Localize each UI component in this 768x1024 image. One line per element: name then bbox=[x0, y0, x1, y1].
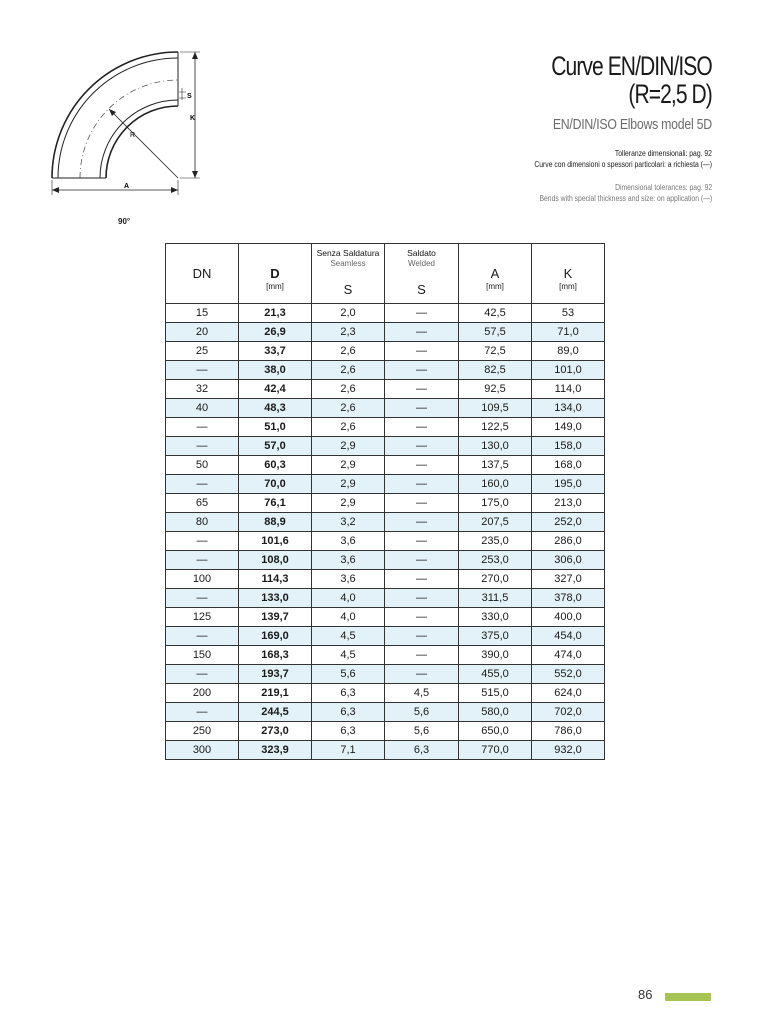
cell-a: 130,0 bbox=[459, 437, 532, 456]
cell-dn: 40 bbox=[166, 399, 239, 418]
cell-welded-s: — bbox=[385, 589, 459, 608]
table-row bbox=[166, 722, 605, 741]
table-row bbox=[166, 627, 605, 646]
cell-welded-s: — bbox=[385, 551, 459, 570]
cell-a: 42,5 bbox=[459, 304, 532, 323]
cell-seamless-s: 2,6 bbox=[312, 342, 385, 361]
cell-welded-s: 6,3 bbox=[385, 741, 459, 760]
page-number: 86 bbox=[638, 987, 653, 1002]
table-row bbox=[166, 399, 605, 418]
cell-dn: — bbox=[166, 589, 239, 608]
cell-d: 168,3 bbox=[239, 646, 312, 665]
cell-dn: — bbox=[166, 361, 239, 380]
cell-seamless-s: 2,6 bbox=[312, 399, 385, 418]
cell-k: 195,0 bbox=[532, 475, 605, 494]
cell-seamless-s: 5,6 bbox=[312, 665, 385, 684]
table-row bbox=[166, 418, 605, 437]
header-seamless-it: Senza Saldatura bbox=[316, 248, 380, 258]
cell-seamless-s: 2,9 bbox=[312, 456, 385, 475]
table-row bbox=[166, 304, 605, 323]
cell-welded-s: — bbox=[385, 532, 459, 551]
cell-seamless-s: 7,1 bbox=[312, 741, 385, 760]
cell-k: 552,0 bbox=[532, 665, 605, 684]
table-row bbox=[166, 684, 605, 703]
cell-dn: 25 bbox=[166, 342, 239, 361]
notes-english bbox=[539, 182, 712, 204]
cell-d: 108,0 bbox=[239, 551, 312, 570]
cell-a: 109,5 bbox=[459, 399, 532, 418]
cell-d: 273,0 bbox=[239, 722, 312, 741]
cell-a: 390,0 bbox=[459, 646, 532, 665]
table-row bbox=[166, 532, 605, 551]
cell-dn: 250 bbox=[166, 722, 239, 741]
cell-d: 193,7 bbox=[239, 665, 312, 684]
cell-a: 270,0 bbox=[459, 570, 532, 589]
cell-d: 51,0 bbox=[239, 418, 312, 437]
header-a bbox=[459, 244, 532, 304]
dimensions-table bbox=[165, 243, 605, 760]
note-line: Bends with special thickness and size: on application (—) bbox=[539, 194, 712, 203]
cell-welded-s: 5,6 bbox=[385, 703, 459, 722]
cell-welded-s: — bbox=[385, 323, 459, 342]
header-d bbox=[239, 244, 312, 304]
cell-seamless-s: 4,5 bbox=[312, 646, 385, 665]
cell-d: 219,1 bbox=[239, 684, 312, 703]
cell-a: 137,5 bbox=[459, 456, 532, 475]
cell-dn: 20 bbox=[166, 323, 239, 342]
cell-seamless-s: 4,0 bbox=[312, 608, 385, 627]
cell-welded-s: — bbox=[385, 570, 459, 589]
cell-d: 139,7 bbox=[239, 608, 312, 627]
table-body bbox=[166, 304, 605, 760]
cell-seamless-s: 2,9 bbox=[312, 437, 385, 456]
cell-k: 134,0 bbox=[532, 399, 605, 418]
header-k bbox=[532, 244, 605, 304]
cell-seamless-s: 2,6 bbox=[312, 418, 385, 437]
cell-seamless-s: 2,0 bbox=[312, 304, 385, 323]
cell-dn: 80 bbox=[166, 513, 239, 532]
cell-seamless-s: 2,6 bbox=[312, 380, 385, 399]
drawing-label-s: S bbox=[187, 93, 192, 100]
elbow-drawing bbox=[40, 40, 220, 240]
cell-k: 149,0 bbox=[532, 418, 605, 437]
note-line: Dimensional tolerances: pag. 92 bbox=[614, 183, 712, 192]
cell-welded-s: — bbox=[385, 399, 459, 418]
table-row bbox=[166, 342, 605, 361]
drawing-label-k: K bbox=[190, 115, 196, 122]
cell-seamless-s: 6,3 bbox=[312, 703, 385, 722]
cell-k: 71,0 bbox=[532, 323, 605, 342]
cell-d: 33,7 bbox=[239, 342, 312, 361]
cell-a: 650,0 bbox=[459, 722, 532, 741]
header-d-unit: [mm] bbox=[266, 282, 284, 291]
table-row bbox=[166, 513, 605, 532]
cell-a: 253,0 bbox=[459, 551, 532, 570]
header-welded bbox=[385, 244, 459, 304]
table-row bbox=[166, 646, 605, 665]
accent-bar bbox=[665, 993, 711, 1001]
cell-dn: 65 bbox=[166, 494, 239, 513]
cell-seamless-s: 3,6 bbox=[312, 551, 385, 570]
page-title-line2: (R=2,5 D) bbox=[628, 79, 712, 109]
header-dn bbox=[166, 244, 239, 304]
cell-dn: 15 bbox=[166, 304, 239, 323]
cell-welded-s: 5,6 bbox=[385, 722, 459, 741]
cell-dn: 32 bbox=[166, 380, 239, 399]
page-subtitle: EN/DIN/ISO Elbows model 5D bbox=[552, 116, 712, 133]
cell-dn: — bbox=[166, 437, 239, 456]
cell-a: 311,5 bbox=[459, 589, 532, 608]
cell-seamless-s: 4,5 bbox=[312, 627, 385, 646]
drawing-label-a: A bbox=[124, 183, 130, 190]
cell-dn: — bbox=[166, 551, 239, 570]
angle-label: 90° bbox=[118, 217, 131, 226]
cell-a: 160,0 bbox=[459, 475, 532, 494]
header-d-label: D bbox=[270, 266, 280, 281]
cell-dn: — bbox=[166, 703, 239, 722]
cell-a: 57,5 bbox=[459, 323, 532, 342]
header-seamless-en: Seamless bbox=[330, 259, 366, 268]
cell-dn: — bbox=[166, 475, 239, 494]
cell-d: 323,9 bbox=[239, 741, 312, 760]
cell-seamless-s: 6,3 bbox=[312, 722, 385, 741]
header-dn-label: DN bbox=[192, 266, 212, 281]
cell-dn: 125 bbox=[166, 608, 239, 627]
table-row bbox=[166, 589, 605, 608]
cell-k: 378,0 bbox=[532, 589, 605, 608]
table-row bbox=[166, 323, 605, 342]
cell-k: 474,0 bbox=[532, 646, 605, 665]
cell-welded-s: — bbox=[385, 456, 459, 475]
cell-a: 515,0 bbox=[459, 684, 532, 703]
cell-welded-s: — bbox=[385, 627, 459, 646]
cell-seamless-s: 3,6 bbox=[312, 570, 385, 589]
table-row bbox=[166, 608, 605, 627]
cell-k: 158,0 bbox=[532, 437, 605, 456]
cell-d: 70,0 bbox=[239, 475, 312, 494]
header-a-unit: [mm] bbox=[486, 282, 504, 291]
table-row bbox=[166, 551, 605, 570]
cell-k: 101,0 bbox=[532, 361, 605, 380]
cell-k: 53 bbox=[532, 304, 605, 323]
table-row bbox=[166, 494, 605, 513]
cell-dn: — bbox=[166, 665, 239, 684]
cell-seamless-s: 3,2 bbox=[312, 513, 385, 532]
cell-k: 286,0 bbox=[532, 532, 605, 551]
cell-d: 42,4 bbox=[239, 380, 312, 399]
cell-k: 624,0 bbox=[532, 684, 605, 703]
header-k-label: K bbox=[563, 266, 573, 281]
cell-a: 207,5 bbox=[459, 513, 532, 532]
cell-a: 92,5 bbox=[459, 380, 532, 399]
note-line: Tolleranze dimensionali: pag. 92 bbox=[614, 149, 712, 158]
cell-welded-s: — bbox=[385, 361, 459, 380]
cell-d: 169,0 bbox=[239, 627, 312, 646]
cell-k: 702,0 bbox=[532, 703, 605, 722]
cell-welded-s: — bbox=[385, 418, 459, 437]
cell-welded-s: — bbox=[385, 513, 459, 532]
cell-welded-s: — bbox=[385, 646, 459, 665]
cell-d: 133,0 bbox=[239, 589, 312, 608]
cell-a: 330,0 bbox=[459, 608, 532, 627]
cell-a: 455,0 bbox=[459, 665, 532, 684]
cell-seamless-s: 2,9 bbox=[312, 494, 385, 513]
cell-k: 89,0 bbox=[532, 342, 605, 361]
cell-seamless-s: 3,6 bbox=[312, 532, 385, 551]
cell-k: 932,0 bbox=[532, 741, 605, 760]
header-a-label: A bbox=[490, 266, 500, 281]
cell-welded-s: 4,5 bbox=[385, 684, 459, 703]
header-welded-s: S bbox=[417, 282, 426, 297]
cell-welded-s: — bbox=[385, 380, 459, 399]
cell-d: 38,0 bbox=[239, 361, 312, 380]
cell-welded-s: — bbox=[385, 342, 459, 361]
cell-d: 26,9 bbox=[239, 323, 312, 342]
cell-d: 101,6 bbox=[239, 532, 312, 551]
cell-seamless-s: 6,3 bbox=[312, 684, 385, 703]
cell-dn: 300 bbox=[166, 741, 239, 760]
cell-k: 786,0 bbox=[532, 722, 605, 741]
page-title-line1: Curve EN/DIN/ISO bbox=[551, 51, 712, 81]
cell-welded-s: — bbox=[385, 608, 459, 627]
cell-dn: 100 bbox=[166, 570, 239, 589]
cell-seamless-s: 4,0 bbox=[312, 589, 385, 608]
table-header-row bbox=[166, 244, 605, 304]
header-seamless-s: S bbox=[343, 282, 353, 297]
cell-k: 213,0 bbox=[532, 494, 605, 513]
cell-d: 57,0 bbox=[239, 437, 312, 456]
cell-a: 770,0 bbox=[459, 741, 532, 760]
table-row bbox=[166, 456, 605, 475]
cell-k: 252,0 bbox=[532, 513, 605, 532]
cell-k: 327,0 bbox=[532, 570, 605, 589]
note-line: Curve con dimensioni o spessori particolari: a richiesta (—) bbox=[534, 160, 712, 169]
table-row bbox=[166, 570, 605, 589]
header-seamless bbox=[312, 244, 385, 304]
cell-dn: 150 bbox=[166, 646, 239, 665]
title-block bbox=[506, 52, 712, 133]
cell-seamless-s: 2,6 bbox=[312, 361, 385, 380]
page-title bbox=[551, 52, 712, 108]
cell-k: 114,0 bbox=[532, 380, 605, 399]
cell-dn: — bbox=[166, 418, 239, 437]
drawing-label-r: R bbox=[130, 132, 136, 139]
table-row bbox=[166, 380, 605, 399]
cell-k: 454,0 bbox=[532, 627, 605, 646]
cell-k: 400,0 bbox=[532, 608, 605, 627]
cell-dn: — bbox=[166, 627, 239, 646]
cell-d: 114,3 bbox=[239, 570, 312, 589]
header-welded-it: Saldato bbox=[407, 248, 436, 258]
table-row bbox=[166, 475, 605, 494]
cell-d: 88,9 bbox=[239, 513, 312, 532]
cell-seamless-s: 2,3 bbox=[312, 323, 385, 342]
notes-italian bbox=[534, 148, 712, 170]
cell-dn: — bbox=[166, 532, 239, 551]
cell-a: 82,5 bbox=[459, 361, 532, 380]
header-welded-en: Welded bbox=[408, 259, 435, 268]
table-row bbox=[166, 361, 605, 380]
cell-dn: 200 bbox=[166, 684, 239, 703]
cell-a: 122,5 bbox=[459, 418, 532, 437]
cell-d: 21,3 bbox=[239, 304, 312, 323]
cell-d: 48,3 bbox=[239, 399, 312, 418]
cell-a: 580,0 bbox=[459, 703, 532, 722]
header-k-unit: [mm] bbox=[559, 282, 577, 291]
cell-k: 306,0 bbox=[532, 551, 605, 570]
table-row bbox=[166, 437, 605, 456]
cell-d: 76,1 bbox=[239, 494, 312, 513]
cell-welded-s: — bbox=[385, 475, 459, 494]
table-row bbox=[166, 703, 605, 722]
cell-dn: 50 bbox=[166, 456, 239, 475]
cell-d: 244,5 bbox=[239, 703, 312, 722]
table-row bbox=[166, 741, 605, 760]
cell-a: 235,0 bbox=[459, 532, 532, 551]
cell-seamless-s: 2,9 bbox=[312, 475, 385, 494]
cell-a: 72,5 bbox=[459, 342, 532, 361]
cell-d: 60,3 bbox=[239, 456, 312, 475]
cell-a: 375,0 bbox=[459, 627, 532, 646]
cell-a: 175,0 bbox=[459, 494, 532, 513]
cell-welded-s: — bbox=[385, 437, 459, 456]
cell-welded-s: — bbox=[385, 494, 459, 513]
table-row bbox=[166, 665, 605, 684]
cell-k: 168,0 bbox=[532, 456, 605, 475]
cell-welded-s: — bbox=[385, 304, 459, 323]
cell-welded-s: — bbox=[385, 665, 459, 684]
